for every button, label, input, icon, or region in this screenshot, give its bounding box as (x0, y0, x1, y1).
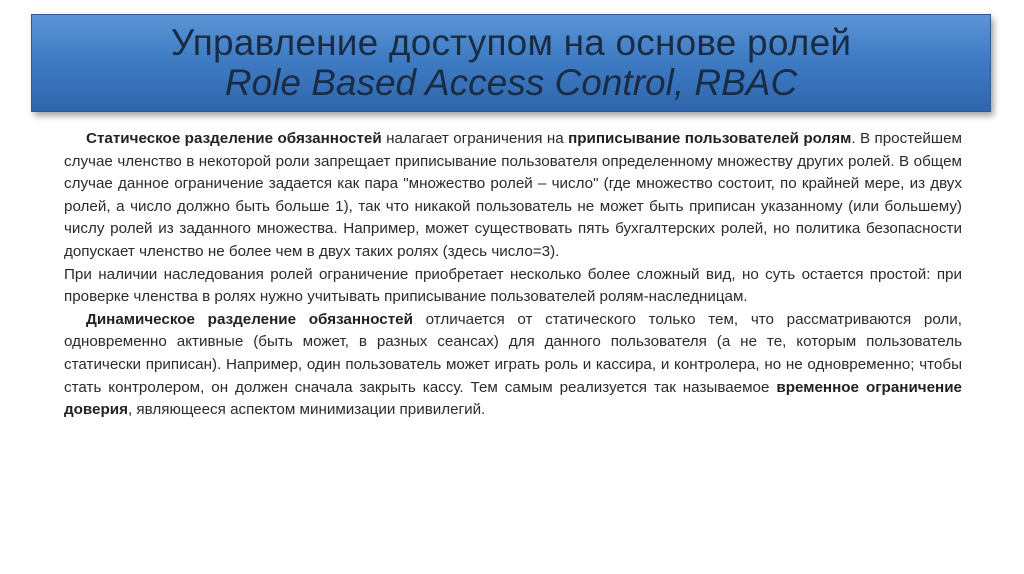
paragraph-dynamic-separation (64, 309, 962, 422)
paragraph1-text-b: . В простейшем случае членство в некоторой роли запрещает приписывание пользователя определенному множеству других ролей. В общем случае данное ограничение задается как пара "множество ролей – число" (где множество состоит, по крайней мере, из двух ролей, а число должно быть больше 1), так что никакой пользователь не может быть приписан указанному (или большему) числу ролей из заданного множества. Например, может существовать пять бухгалтерских ролей, но политика безопасности допускает членство не более чем в двух таких ролях (здесь число=3). (64, 130, 962, 260)
term-temporal-trust-limit: временное ограничение доверия (64, 378, 962, 419)
paragraph-static-separation (64, 128, 962, 264)
title-english: Role Based Access Control, RBAC (224, 62, 798, 103)
body-text (64, 128, 962, 422)
term-dynamic-separation: Динамическое разделение обязанностей (86, 310, 413, 328)
paragraph2-text: При наличии наследования ролей ограничение приобретает несколько более сложный вид, но суть остается простой: при проверке членства в ролях нужно учитывать приписывание пользователей ролям-наследницам. (64, 265, 962, 306)
title-banner (31, 14, 991, 112)
title-russian: Управление доступом на основе ролей (170, 22, 852, 63)
paragraph3-text-a: отличается от статического только тем, что рассматриваются роли, одновременно активные (быть может, в разных сеансах) для данного пользователя (а не те, которым пользователь статически приписан). Например, один пользователь может играть роль и кассира, и контролера, но не одновременно; чтобы стать контролером, он должен сначала закрыть кассу. Тем самым реализуется так называемое (64, 310, 962, 396)
term-static-separation: Статическое разделение обязанностей (86, 130, 382, 147)
paragraph-inheritance (64, 264, 962, 309)
paragraph3-text-b: , являющееся аспектом минимизации привилегий. (127, 401, 486, 419)
term-user-role-assignment: приписывание пользователей ролям (568, 130, 852, 147)
paragraph1-text-a: налагает ограничения на (381, 130, 569, 147)
